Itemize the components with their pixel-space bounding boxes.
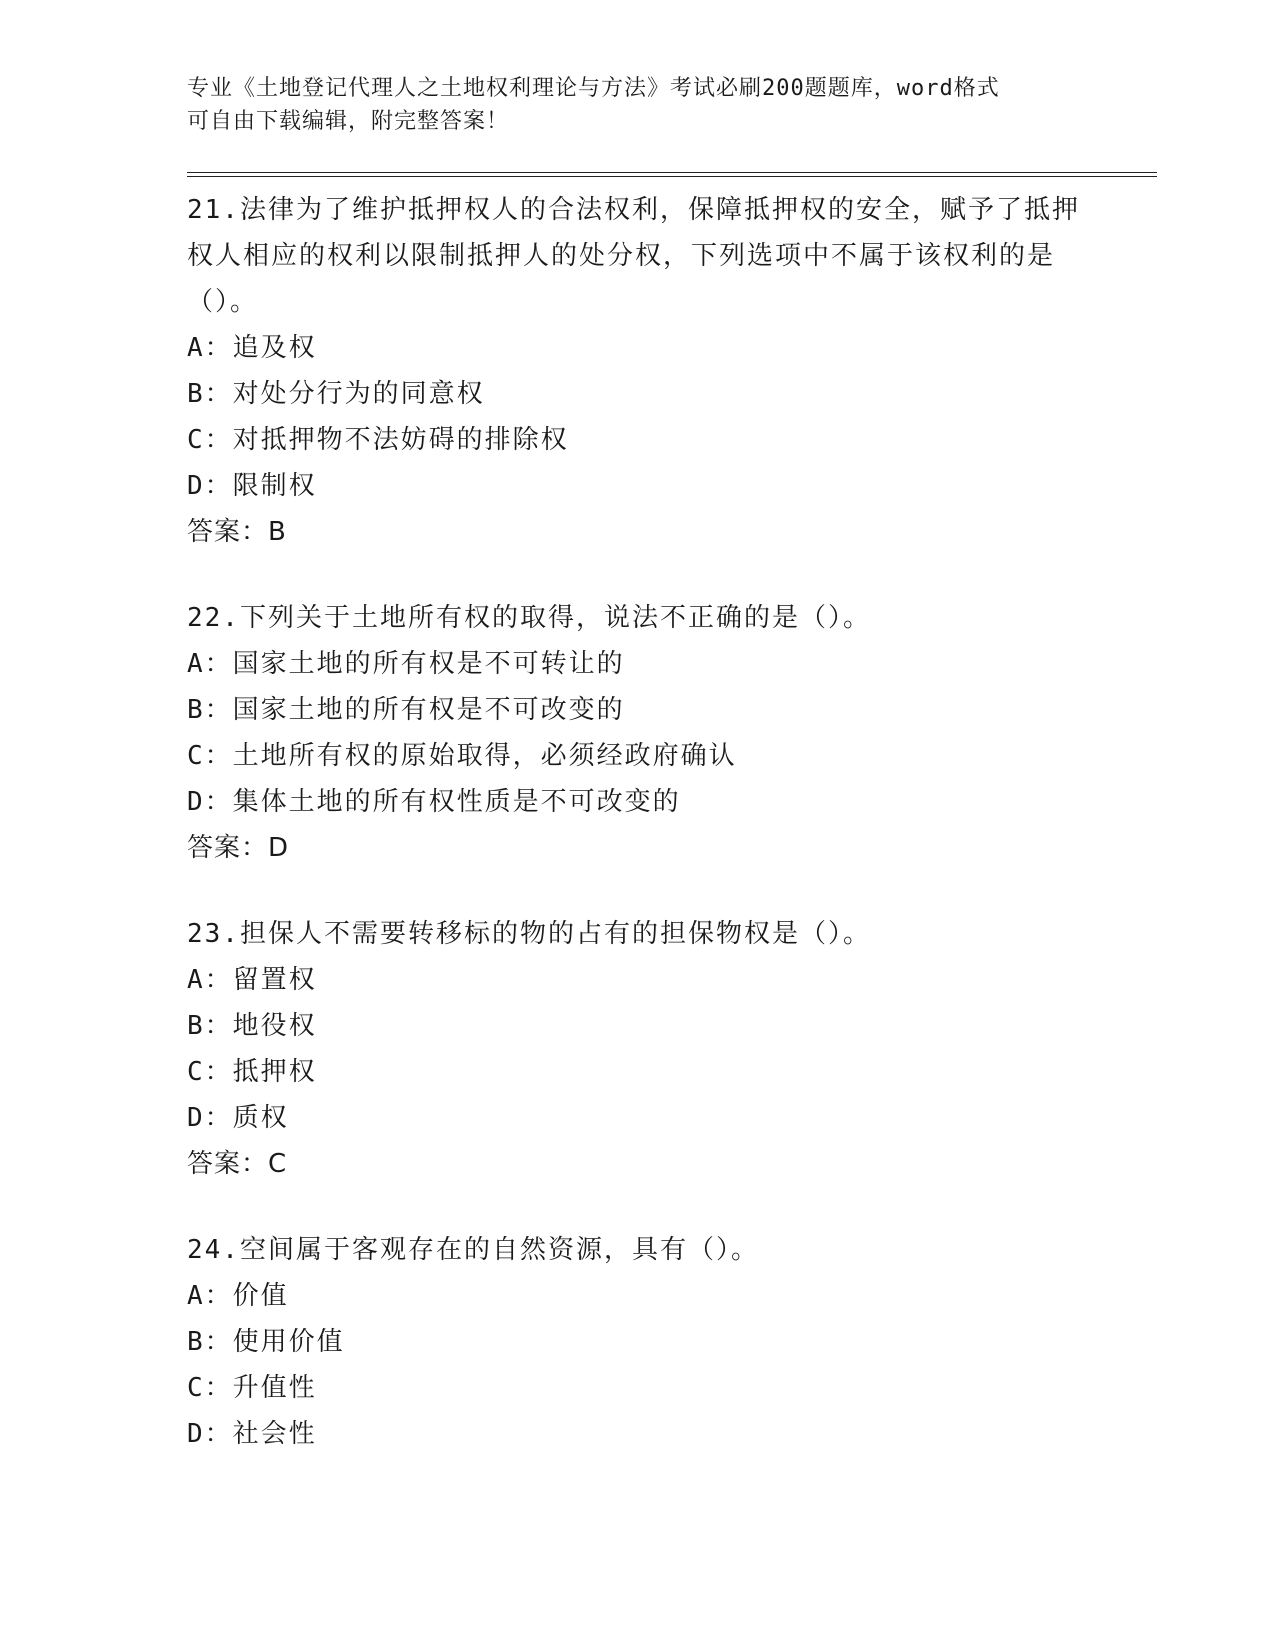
- question-22: [187, 595, 1157, 871]
- answer-line: 答案：B: [187, 517, 287, 547]
- answer-line: 答案：D: [187, 833, 290, 863]
- question-stem: 24.空间属于客观存在的自然资源，具有（）。: [187, 1235, 759, 1265]
- question-stem: 21.法律为了维护抵押权人的合法权利，保障抵押权的安全，赋予了抵押权人相应的权利以限制抵押人的处分权，下列选项中不属于该权利的是（）。: [187, 195, 1080, 317]
- option-c: C：抵押权: [187, 1057, 317, 1087]
- answer-line: 答案：C: [187, 1149, 288, 1179]
- option-a: A：留置权: [187, 965, 317, 995]
- option-c: C：对抵押物不法妨碍的排除权: [187, 425, 569, 455]
- option-d: D：集体土地的所有权性质是不可改变的: [187, 787, 681, 817]
- option-b: B：使用价值: [187, 1327, 345, 1357]
- option-d: D：质权: [187, 1103, 289, 1133]
- document-page: [187, 72, 1157, 1497]
- option-d: D：限制权: [187, 471, 317, 501]
- header-line-2: 可自由下载编辑，附完整答案！: [187, 109, 510, 134]
- question-stem: 22.下列关于土地所有权的取得，说法不正确的是（）。: [187, 603, 871, 633]
- question-23: [187, 911, 1157, 1187]
- option-a: A：追及权: [187, 333, 317, 363]
- header-line-1: 专业《土地登记代理人之土地权利理论与方法》考试必刷200题题库，word格式: [187, 76, 1000, 101]
- header-divider: [187, 172, 1157, 177]
- option-c: C：土地所有权的原始取得，必须经政府确认: [187, 741, 737, 771]
- option-d: D：社会性: [187, 1419, 317, 1449]
- document-header: [187, 72, 1157, 138]
- question-21: [187, 187, 1157, 555]
- question-stem: 23.担保人不需要转移标的物的占有的担保物权是（）。: [187, 919, 871, 949]
- option-b: B：对处分行为的同意权: [187, 379, 485, 409]
- question-list: [187, 187, 1157, 1457]
- option-c: C：升值性: [187, 1373, 317, 1403]
- option-b: B：地役权: [187, 1011, 317, 1041]
- option-a: A：价值: [187, 1281, 289, 1311]
- option-b: B：国家土地的所有权是不可改变的: [187, 695, 625, 725]
- option-a: A：国家土地的所有权是不可转让的: [187, 649, 625, 679]
- question-24: [187, 1227, 1157, 1457]
